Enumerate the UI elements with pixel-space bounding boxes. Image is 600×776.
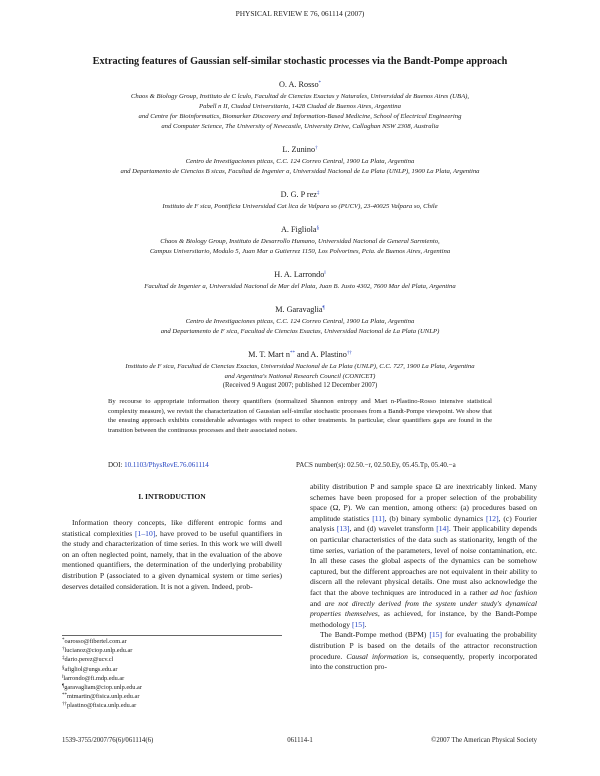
running-head: PHYSICAL REVIEW E 76, 061114 (2007) xyxy=(235,9,365,18)
pacs-numbers: PACS number(s): 02.50.−r, 02.50.Ey, 05.45.Tp, 05.40.−a xyxy=(296,461,456,469)
footnote: ‖larrondo@fi.mdp.edu.ar xyxy=(62,674,125,682)
affiliation-garavaglia: Centro de Investigaciones pticas, C.C. 124 Correo Central, 1900 La Plata, Argentina and Departamento de F sica, Facultad de Ciencias Exactas, Universidad Nacional de La Plata (UNLP) xyxy=(160,318,440,335)
affiliation-martin-plastino: Instituto de F sica, Facultad de Ciencias Exactas, Universidad Nacional de La Plata (UNLP), C.C. 727, 1900 La Plata, Argentina and Argentina's National Research Council (CONICET) xyxy=(125,363,475,380)
footer-issn: 1539-3755/2007/76(6)/061114(6) xyxy=(62,737,154,744)
citation-link[interactable]: [13] xyxy=(336,524,350,534)
footer-copyright: ©2007 The American Physical Society xyxy=(431,737,537,744)
left-column-text xyxy=(62,518,282,592)
author-figliola: A. Figliola§ xyxy=(281,225,319,234)
citation-link[interactable]: [12] xyxy=(485,513,499,523)
citation-link[interactable]: [14] xyxy=(436,524,449,534)
footnote: ¶garavagliam@ciop.unlp.edu.ar xyxy=(62,684,142,692)
right-column-text xyxy=(310,482,537,673)
intro-paragraph-1: Information theory concepts, like different entropic forms and statistical complexities [1–10], have proved to be useful quantifiers in the study and characterization of time series. In this work we will dwell on an often neglected point, namely, that in the evaluation of the above mentioned quantifiers, the determination of the underlying probability distribution P (associated to a given dynamical system or time series) deserves detailed consideration. It is not a given. Indeed, prob- xyxy=(62,518,283,591)
citation-link[interactable]: [1–10] xyxy=(135,528,156,538)
author-zunino: L. Zunino† xyxy=(282,145,318,154)
received-dates: (Received 9 August 2007; published 12 December 2007) xyxy=(222,382,378,389)
affiliation-perez: Instituto de F sica, Pontificia Universidad Cat lica de Valpara so (PUCV), 23-40025 Valpara so, Chile xyxy=(162,203,438,210)
author-martin-plastino: M. T. Mart n** and A. Plastino†† xyxy=(248,350,352,359)
footnote: ‡dario.perez@ucv.cl xyxy=(62,656,114,664)
author-garavaglia: M. Garavaglia¶ xyxy=(275,305,325,314)
abstract: By recourse to appropriate information theory quantifiers (normalized Shannon entropy and Mart n-Plastino-Rosso intensive statistical complexity measure), we revisit the characterization of Gaussian self-similar stochastic processes from a Bandt-Pompe viewpoint. We show that the ensuing approach exhibits considerable advantages with respect to other treatments. In particular, clear quantifiers gaps are found in the transition between the continuous processes and their associated noises. xyxy=(108,398,492,434)
author-rosso: O. A. Rosso* xyxy=(278,80,322,89)
footnote: **mtmartin@fisica.unlp.edu.ar xyxy=(62,693,140,701)
intro-paragraph-1-cont: ability distribution P and sample space Ω are inextricably linked. Many schemes have been proposed for a proper selection of the probability space (Ω, P). We can mention, among others: (a) procedures based on amplitude statistics [11], (b) binary symbolic dynamics [12], (c) Fourier analysis [13], and (d) wavelet transform [14]. Their applicability depends on particular characteristics of the data such as stationarity, length of the time series, variation of the parameters, level of noise contamination, etc. In all these cases the global aspects of the dynamics can be somehow captured, but the different approaches are not equivalent in their ability to discern all the relevant physical details. One must also acknowledge the fact that the above techniques are introduced in a rather ad hoc fashion and are not directly derived from the system under study's dynamical properties themselves, as achieved, for instance, by the Bandt-Pompe methodology [15]. xyxy=(310,482,538,629)
author-perez: D. G. P rez‡ xyxy=(280,190,320,199)
intro-paragraph-2: The Bandt-Pompe method (BPM) [15] for evaluating the probability distribution P is based on the details of the attractor reconstruction procedure. Causal information is, consequently, properly incorporated into the construction pro- xyxy=(310,630,537,672)
affiliation-larrondo: Facultad de Ingenier a, Universidad Nacional de Mar del Plata, Juan B. Justo 4302, 7600 Mar del Plata, Argentina xyxy=(144,283,456,290)
footnote: §afigliol@ungs.edu.ar xyxy=(62,665,118,673)
affiliation-zunino: Centro de Investigaciones pticas, C.C. 124 Correo Central, 1900 La Plata, Argentina and Departamento de Ciencias B sicas, Facultad de Ingenier a, Universidad Nacional de La Plata (UNLP), 1900 La Plata, Argentina xyxy=(120,158,480,175)
paper-title: Extracting features of Gaussian self-similar stochastic processes via the Bandt-Pompe approach xyxy=(92,56,508,67)
doi-link[interactable]: 10.1103/PhysRevE.76.061114 xyxy=(124,461,209,469)
footnote: †lucianoz@ciop.unlp.edu.ar xyxy=(62,647,133,655)
doi: DOI: 10.1103/PhysRevE.76.061114 xyxy=(108,461,209,469)
section-heading: I. INTRODUCTION xyxy=(138,492,206,501)
footnotes xyxy=(62,637,282,711)
affiliation-figliola: Chaos & Biology Group, Instituto de Desarrollo Humano, Universidad Nacional de General Sarmiento, Campus Universitario, Modulo 5, Juan Mar a Gutierrez 1150, Los Polvorines, Pcia. de Buenos Aires, Argentina xyxy=(149,238,451,255)
citation-link[interactable]: [15] xyxy=(351,619,365,629)
affiliation-rosso: Chaos & Biology Group, Instituto de C lculo, Facultad de Ciencias Exactas y Naturales, Universidad de Buenos Aires (UBA), Pabell n II, Ciudad Universitaria, 1428 Ciudad de Buenos Aires, Argentina and Centre for Bioinformatics, Biomarker Discovery and Information-Based Medicine, School of Electrical Engineering and Computer Science, The University of Newcastle, University Drive, Callaghan NSW 2308, Australia xyxy=(130,93,470,130)
author-larrondo: H. A. Larrondo‖ xyxy=(274,270,326,279)
footer-page-number: 061114-1 xyxy=(287,737,313,744)
footnote-rule xyxy=(62,635,282,636)
citation-link[interactable]: [15] xyxy=(429,630,442,640)
citation-link[interactable]: [11] xyxy=(372,513,385,523)
footnote: *oarosso@fibertel.com.ar xyxy=(62,638,127,645)
footnote: ††plastino@fisica.unlp.edu.ar xyxy=(62,702,137,710)
